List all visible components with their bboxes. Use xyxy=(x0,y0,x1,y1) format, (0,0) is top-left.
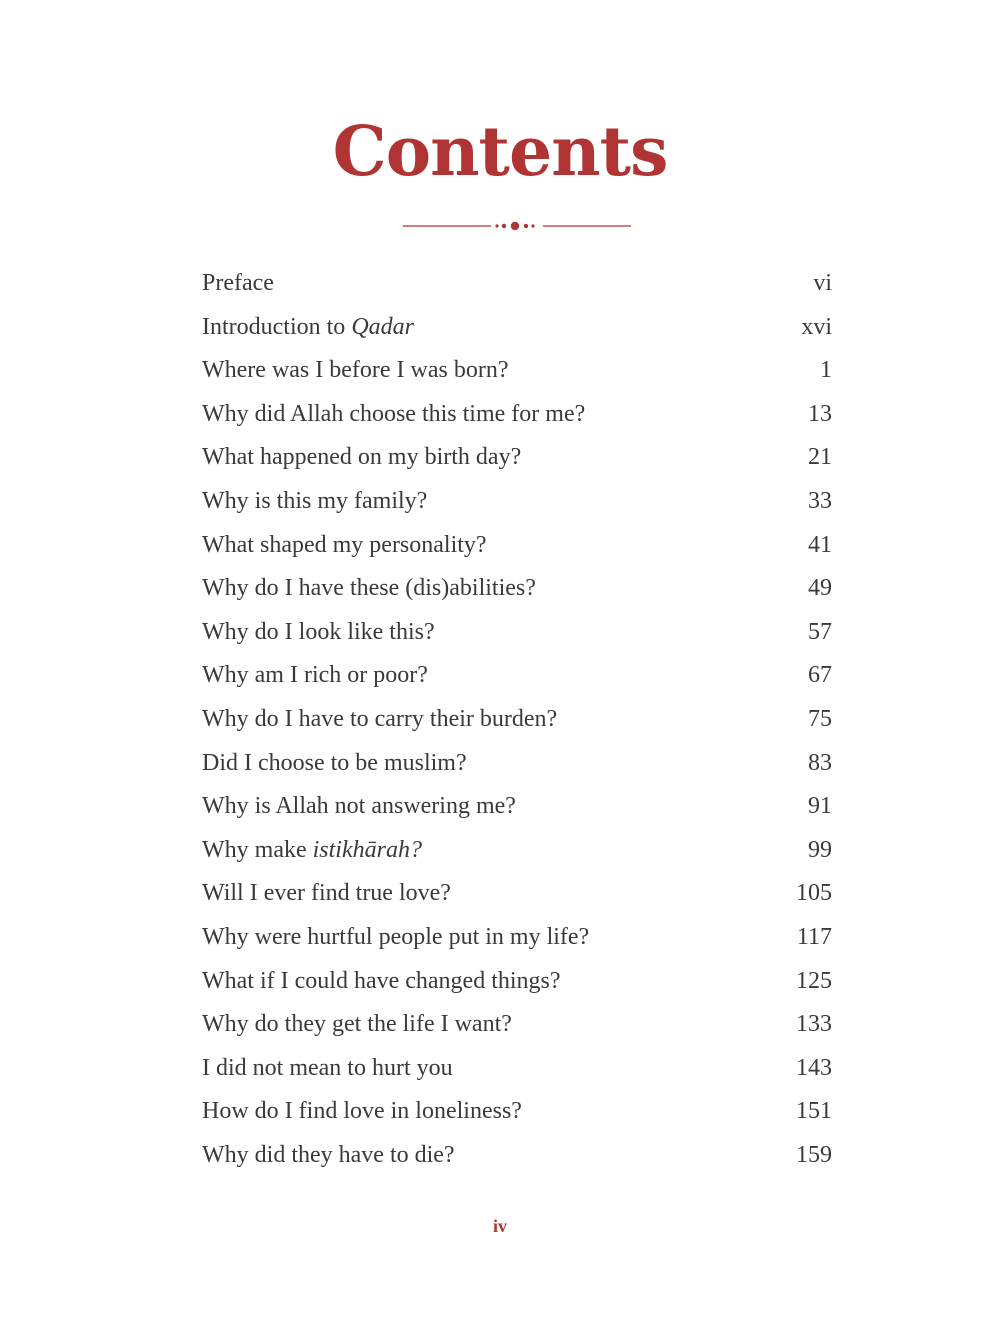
toc-entry-page: 49 xyxy=(808,575,832,602)
toc-entry xyxy=(202,1003,832,1047)
toc-entry-title-text: What happened on my birth day? xyxy=(202,444,522,471)
ornament-divider-icon xyxy=(403,214,633,238)
toc-entry-page: 1 xyxy=(820,357,832,384)
toc-entry-title xyxy=(202,960,561,1004)
toc-entry-page: 75 xyxy=(808,705,832,732)
toc-entry xyxy=(202,654,832,698)
toc-entry-title-text: What if I could have changed things? xyxy=(202,967,561,994)
toc-entry-title xyxy=(202,1134,455,1178)
toc-entry xyxy=(202,611,832,655)
toc-entry-page: 99 xyxy=(808,836,832,863)
toc-entry-page: 41 xyxy=(808,531,832,558)
toc-entry-page: 125 xyxy=(796,967,832,994)
toc-entry-title xyxy=(202,916,589,960)
toc-entry-title-text: Why do I have these (dis)abilities? xyxy=(202,575,536,602)
toc-entry-title xyxy=(202,436,521,480)
toc-entry xyxy=(202,436,832,480)
page-number: iv xyxy=(492,1216,507,1236)
toc-entry xyxy=(202,567,832,611)
toc-entry-title-text: Why is Allah not answering me? xyxy=(202,793,516,820)
toc-entry-page: 13 xyxy=(808,400,832,427)
toc-entry xyxy=(202,742,832,786)
toc-entry-title-italic: istikhārah? xyxy=(312,836,422,863)
toc-entry xyxy=(202,785,832,829)
toc-entry xyxy=(202,349,832,393)
toc-entry-title-text: Preface xyxy=(202,270,274,296)
toc-entry xyxy=(202,306,832,350)
toc-entry-title-text: Why do I have to carry their burden? xyxy=(202,705,558,732)
toc-entry-title-text: Where was I before I was born? xyxy=(202,357,509,384)
toc-entry-title-text: Why did they have to die? xyxy=(202,1141,455,1168)
toc-entry-title xyxy=(202,872,451,916)
toc-entry-title xyxy=(202,698,557,742)
toc-entry-page: 21 xyxy=(808,444,832,471)
toc-entry-page: xvi xyxy=(801,313,832,340)
toc-entry xyxy=(202,393,832,437)
toc-entry xyxy=(202,480,832,524)
toc-entry-title-text: I did not mean to hurt you xyxy=(202,1054,453,1081)
toc-entry-page: vi xyxy=(813,270,832,296)
toc-entry-page: 133 xyxy=(796,1011,832,1038)
toc-entry-page: 67 xyxy=(808,662,832,689)
toc-entry-title-text: Did I choose to be muslim? xyxy=(202,749,467,776)
toc-entry xyxy=(202,960,832,1004)
toc-entry-title xyxy=(202,262,274,306)
toc-entry-title xyxy=(202,393,585,437)
toc-entry xyxy=(202,916,832,960)
toc-entry-page: 105 xyxy=(796,880,832,907)
toc-entry xyxy=(202,1134,832,1178)
toc-entry-title-text: Why am I rich or poor? xyxy=(202,662,428,689)
toc-entry-title-text: Why did Allah choose this time for me? xyxy=(202,400,586,427)
toc-entry-title-text: Introduction to xyxy=(202,313,352,340)
toc-entry-page: 159 xyxy=(796,1141,832,1168)
toc-entry-title-text: Why were hurtful people put in my life? xyxy=(202,923,590,950)
toc-entry-page: 117 xyxy=(796,923,832,950)
toc-entry-title-text: Will I ever find true love? xyxy=(202,880,451,907)
toc-entry-title-text: Why is this my family? xyxy=(202,487,428,514)
toc-entry-title xyxy=(202,785,516,829)
toc-entry xyxy=(202,829,832,873)
toc-entry xyxy=(202,1090,832,1134)
toc-entry-title xyxy=(202,306,414,350)
toc-entry-title xyxy=(202,349,509,393)
toc-entry-page: 57 xyxy=(808,618,832,645)
toc-entry-title-text: Why do they get the life I want? xyxy=(202,1011,512,1038)
toc-entry-page: 143 xyxy=(796,1054,832,1081)
toc-entry-title xyxy=(202,654,428,698)
toc-entry xyxy=(202,698,832,742)
toc-entry-title xyxy=(202,829,422,873)
toc-entry-title-text: What shaped my personality? xyxy=(202,531,487,558)
toc-entry xyxy=(202,262,832,306)
toc-entry-title xyxy=(202,1090,522,1134)
toc-entry xyxy=(202,1047,832,1091)
toc-entry-title xyxy=(202,524,487,568)
toc-entry xyxy=(202,524,832,568)
table-of-contents xyxy=(202,262,832,1177)
toc-entry-title-text: How do I find love in loneliness? xyxy=(202,1098,522,1125)
toc-entry-title xyxy=(202,567,536,611)
toc-entry-page: 33 xyxy=(808,487,832,514)
toc-entry-page: 83 xyxy=(808,749,832,776)
toc-entry-title xyxy=(202,1003,512,1047)
toc-entry-page: 151 xyxy=(796,1098,832,1125)
toc-entry-title xyxy=(202,611,435,655)
toc-entry-title-text: Why do I look like this? xyxy=(202,618,435,645)
toc-entry-title xyxy=(202,742,467,786)
toc-entry xyxy=(202,872,832,916)
toc-entry-title xyxy=(202,1047,453,1091)
toc-entry-title-italic: Qadar xyxy=(351,313,414,340)
page-title: Contents xyxy=(332,112,668,192)
toc-entry-title xyxy=(202,480,427,524)
toc-entry-title-text: Why make xyxy=(202,836,313,863)
toc-entry-page: 91 xyxy=(808,793,832,820)
